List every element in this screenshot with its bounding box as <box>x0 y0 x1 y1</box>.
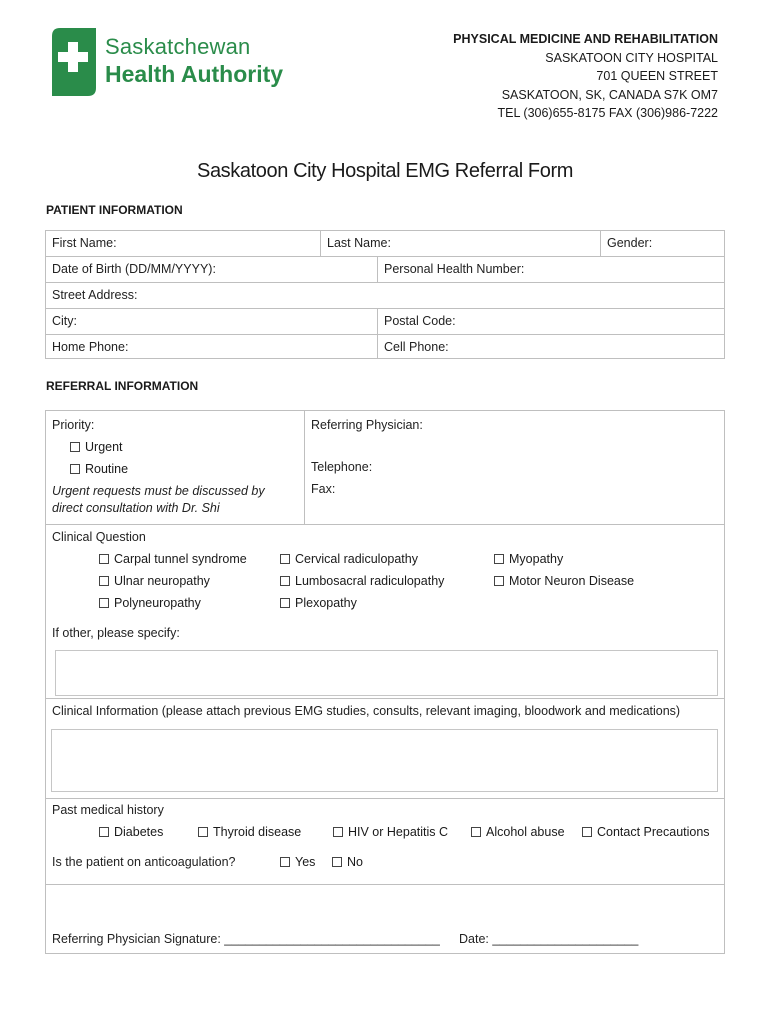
address-block <box>453 30 718 123</box>
motor-neuron-checkbox[interactable] <box>494 576 504 586</box>
priority-label: Priority: <box>52 418 95 432</box>
anticoag-no-checkbox[interactable] <box>332 857 342 867</box>
anticoag-no-option[interactable]: No <box>332 855 363 869</box>
clinical-info-textarea[interactable] <box>51 729 718 792</box>
org-name-line2: Health Authority <box>105 61 284 87</box>
street-field[interactable]: Street Address: <box>52 288 138 302</box>
street-address: 701 QUEEN STREET <box>596 69 718 83</box>
polyneuropathy-option[interactable]: Polyneuropathy <box>99 596 201 610</box>
fax-field[interactable]: Fax: <box>311 482 336 496</box>
anticoag-question: Is the patient on anticoagulation? <box>52 855 236 869</box>
cell-phone-field[interactable]: Cell Phone: <box>384 340 449 354</box>
thyroid-option[interactable]: Thyroid disease <box>198 825 301 839</box>
past-history-label: Past medical history <box>52 803 164 817</box>
city-field[interactable]: City: <box>52 314 77 328</box>
urgent-option[interactable]: Urgent <box>70 440 123 454</box>
myopathy-option[interactable]: Myopathy <box>494 552 563 566</box>
home-phone-field[interactable]: Home Phone: <box>52 340 129 354</box>
referral-info-heading: REFERRAL INFORMATION <box>46 379 199 393</box>
plexopathy-checkbox[interactable] <box>280 598 290 608</box>
lumbosacral-option[interactable]: Lumbosacral radiculopathy <box>280 574 444 588</box>
routine-checkbox[interactable] <box>70 464 80 474</box>
clinical-info-label: Clinical Information (please attach previous EMG studies, consults, relevant imaging, bloodwork and medications) <box>52 704 681 718</box>
ulnar-option[interactable]: Ulnar neuropathy <box>99 574 210 588</box>
other-specify-textarea[interactable] <box>55 650 718 696</box>
routine-option[interactable]: Routine <box>70 462 128 476</box>
first-name-field[interactable]: First Name: <box>52 236 117 250</box>
telephone-field[interactable]: Telephone: <box>311 460 373 474</box>
referral-info-table <box>45 410 725 954</box>
anticoag-yes-checkbox[interactable] <box>280 857 290 867</box>
patient-info-table <box>45 230 725 359</box>
date-field[interactable]: Date: _____________________ <box>459 932 639 946</box>
anticoag-yes-option[interactable]: Yes <box>280 855 315 869</box>
urgent-checkbox[interactable] <box>70 442 80 452</box>
city-address: SASKATOON, SK, CANADA S7K OM7 <box>501 87 718 102</box>
sha-logo <box>52 28 312 98</box>
myopathy-checkbox[interactable] <box>494 554 504 564</box>
postal-field[interactable]: Postal Code: <box>384 314 456 328</box>
health-cross-logo-icon <box>52 28 96 96</box>
hiv-hepc-checkbox[interactable] <box>333 827 343 837</box>
dob-field[interactable]: Date of Birth (DD/MM/YYYY): <box>52 262 216 276</box>
hospital-name: SASKATOON CITY HOSPITAL <box>545 50 718 65</box>
phn-field[interactable]: Personal Health Number: <box>384 262 525 276</box>
carpal-tunnel-option[interactable]: Carpal tunnel syndrome <box>99 552 247 566</box>
urgent-note-line1: Urgent requests must be discussed by <box>52 484 265 498</box>
org-name-line1: Saskatchewan <box>105 34 251 59</box>
signature-field[interactable]: Referring Physician Signature: _______________________________ <box>52 932 440 946</box>
alcohol-option[interactable]: Alcohol abuse <box>471 825 565 839</box>
hiv-hepc-option[interactable]: HIV or Hepatitis C <box>333 825 448 839</box>
lumbosacral-checkbox[interactable] <box>280 576 290 586</box>
motor-neuron-option[interactable]: Motor Neuron Disease <box>494 574 634 588</box>
plexopathy-option[interactable]: Plexopathy <box>280 596 357 610</box>
contact-precautions-checkbox[interactable] <box>582 827 592 837</box>
contact-precautions-option[interactable]: Contact Precautions <box>582 825 710 839</box>
cervical-option[interactable]: Cervical radiculopathy <box>280 552 418 566</box>
referring-physician-field[interactable]: Referring Physician: <box>311 418 423 432</box>
other-specify-label: If other, please specify: <box>52 626 180 640</box>
polyneuropathy-checkbox[interactable] <box>99 598 109 608</box>
gender-field[interactable]: Gender: <box>607 236 653 250</box>
ulnar-checkbox[interactable] <box>99 576 109 586</box>
phone-fax: TEL (306)655-8175 FAX (306)986-7222 <box>497 106 718 120</box>
form-title: Saskatoon City Hospital EMG Referral Form <box>197 160 573 182</box>
cervical-checkbox[interactable] <box>280 554 290 564</box>
department-name: PHYSICAL MEDICINE AND REHABILITATION <box>453 32 718 46</box>
thyroid-checkbox[interactable] <box>198 827 208 837</box>
clinical-question-label: Clinical Question <box>52 530 146 544</box>
urgent-note-line2: direct consultation with Dr. Shi <box>52 501 220 515</box>
patient-info-heading: PATIENT INFORMATION <box>46 203 183 217</box>
carpal-tunnel-checkbox[interactable] <box>99 554 109 564</box>
diabetes-checkbox[interactable] <box>99 827 109 837</box>
diabetes-option[interactable]: Diabetes <box>99 825 163 839</box>
last-name-field[interactable]: Last Name: <box>327 236 391 250</box>
alcohol-checkbox[interactable] <box>471 827 481 837</box>
